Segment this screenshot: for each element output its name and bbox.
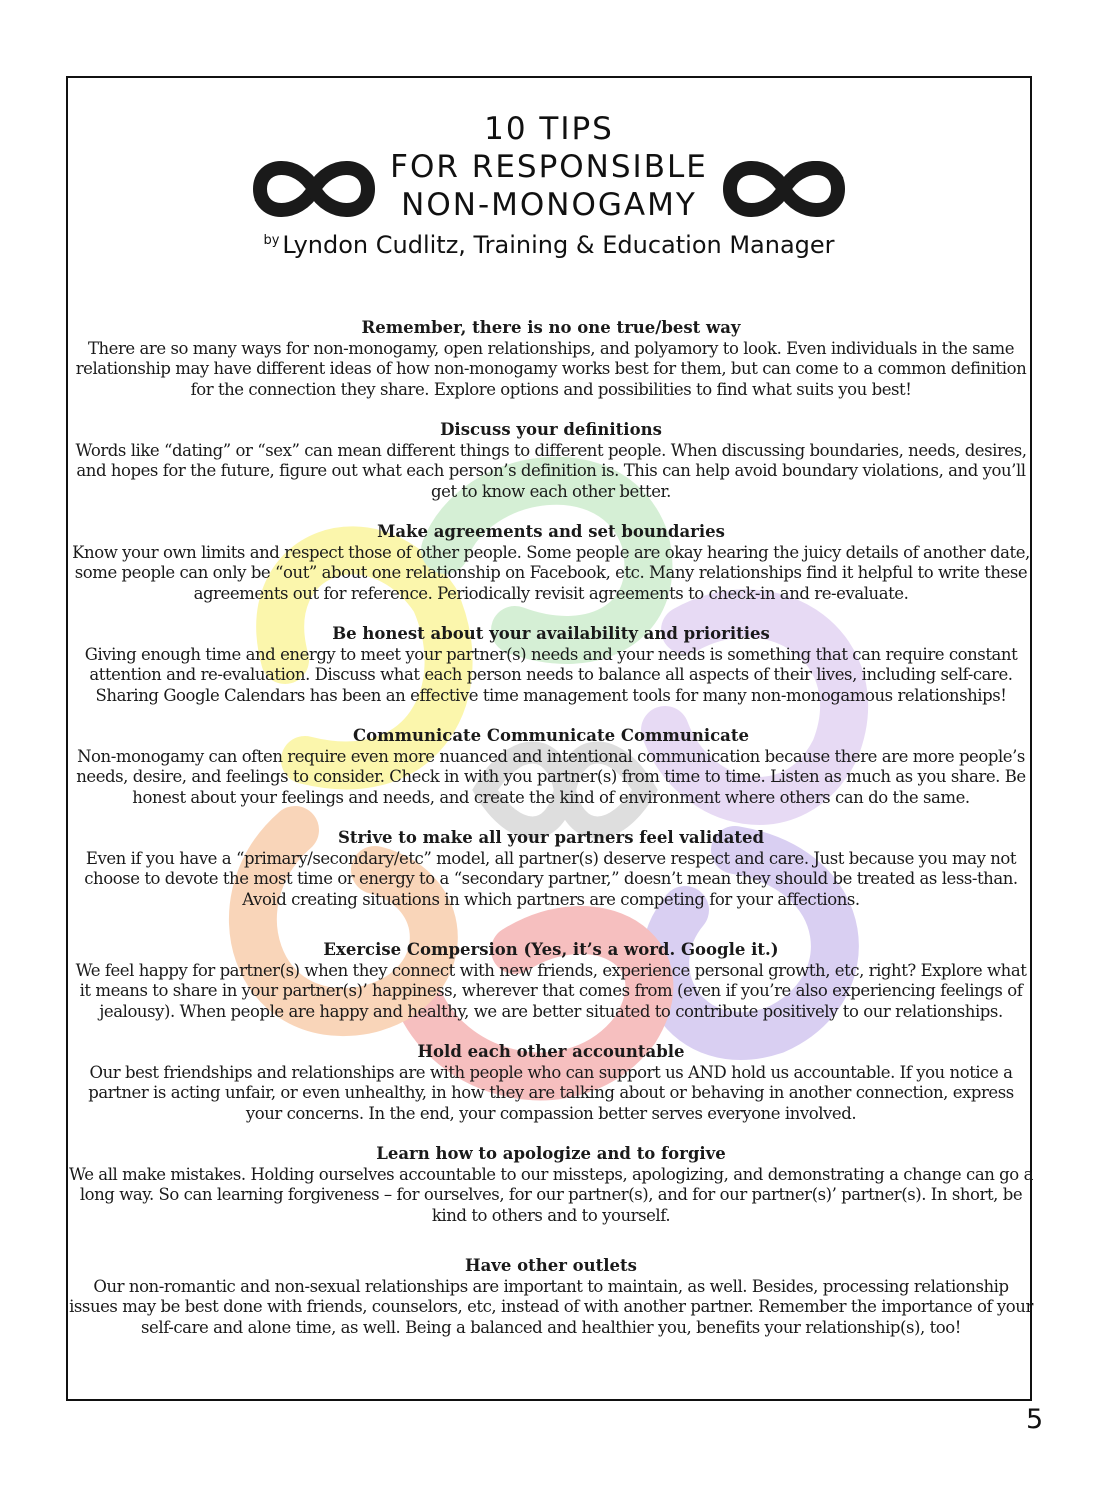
tip-body: Non-monogamy can often require even more nuanced and intentional communication because there are more people’s needs, desire, and feelings to consider. Check in with you partner(s) from time to time. Listen as much as you share. Be honest about your feelings and needs, and create the kind of environment where others can do the same.	[76, 746, 1026, 807]
byline	[66, 226, 1032, 260]
title-block	[390, 110, 708, 224]
tip-title: Have other outlets	[465, 1256, 637, 1275]
tip-item	[68, 726, 1034, 808]
tip-item	[68, 624, 1034, 706]
tip-item	[68, 940, 1034, 1022]
tip-item	[68, 1256, 1034, 1338]
tip-item	[68, 318, 1034, 400]
tip-body: There are so many ways for non-monogamy, open relationships, and polyamory to look. Even individuals in the same relationship may have different ideas of how non-monogamy works best for them, but can come to a common definition for the connection they share. Explore options and possibilities to find what suits you best!	[75, 338, 1027, 399]
tip-title: Remember, there is no one true/best way	[361, 318, 741, 337]
tip-body: Words like “dating” or “sex” can mean different things to different people. When discussing boundaries, needs, desires, and hopes for the future, figure out what each person’s definition is. This can help avoid boundary violations, and you’ll get to know each other better.	[75, 440, 1027, 501]
tip-body: Know your own limits and respect those of other people. Some people are okay hearing the juicy details of another date, some people can only be “out” about one relationship on Facebook, etc. Many relationships find it helpful to write these agreements out for reference. Periodically revisit agreements to check-in and re-evaluate.	[72, 542, 1030, 603]
tip-title: Communicate Communicate Communicate	[352, 726, 749, 745]
tip-item	[68, 522, 1034, 604]
infinity-icon	[720, 154, 848, 224]
tip-body: We all make mistakes. Holding ourselves accountable to our missteps, apologizing, and demonstrating a change can go a long way. So can learning forgiveness – for ourselves, for our partner(s), and for our partner(s)’ partner(s). In short, be kind to others and to yourself.	[69, 1164, 1033, 1225]
tip-item	[68, 1042, 1034, 1124]
tip-title: Discuss your definitions	[440, 420, 662, 439]
tip-body: Even if you have a “primary/secondary/etc” model, all partner(s) deserve respect and care. Just because you may not choose to devote the most time or energy to a “secondary partner,” doesn’t mean they should be treated as less-than. Avoid creating situations in which partners are competing for your affections.	[84, 848, 1018, 909]
title-line-2: FOR RESPONSIBLE	[390, 149, 708, 185]
tip-title: Be honest about your availability and priorities	[332, 624, 770, 643]
tip-body: Giving enough time and energy to meet your partner(s) needs and your needs is something that can require constant attention and re-evaluation. Discuss what each person needs to balance all aspects of their lives, including self-care. Sharing Google Calendars has been an effective time management tools for many non-monogamous relationships!	[84, 644, 1018, 705]
page-number: 5	[1026, 1404, 1044, 1435]
tip-body: Our non-romantic and non-sexual relationships are important to maintain, as well. Besides, processing relationship issues may be best done with friends, counselors, etc, instead of with another partner. Remember the importance of your self-care and alone time, as well. Being a balanced and healthier you, benefits your relationship(s), too!	[69, 1276, 1033, 1337]
author-name: Lyndon Cudlitz, Training & Education Manager	[282, 231, 835, 259]
header	[66, 110, 1032, 260]
tip-title: Hold each other accountable	[417, 1042, 685, 1061]
tip-body: We feel happy for partner(s) when they connect with new friends, experience personal growth, etc, right? Explore what it means to share in your partner(s)’ happiness, wherever that comes from (even if you’re also experiencing feelings of jealousy). When people are happy and healthy, we are better situated to contribute positively to our relationships.	[75, 960, 1027, 1021]
tip-title: Exercise Compersion (Yes, it’s a word. Google it.)	[323, 940, 779, 959]
tip-title: Make agreements and set boundaries	[377, 522, 725, 541]
infinity-icon	[250, 154, 378, 224]
title-line-1: 10 TIPS	[484, 111, 614, 147]
tip-title: Learn how to apologize and to forgive	[376, 1144, 726, 1163]
byline-prefix: by	[263, 233, 280, 248]
tips-list	[68, 318, 1034, 1358]
tip-body: Our best friendships and relationships are with people who can support us AND hold us accountable. If you notice a partner is acting unfair, or even unhealthy, in how they are talking about or behaving in another connection, express your concerns. In the end, your compassion better serves everyone involved.	[88, 1062, 1014, 1123]
tip-item	[68, 420, 1034, 502]
title-line-3: NON-MONOGAMY	[401, 187, 697, 223]
tip-item	[68, 1144, 1034, 1226]
tip-title: Strive to make all your partners feel validated	[337, 828, 765, 847]
tip-item	[68, 828, 1034, 910]
